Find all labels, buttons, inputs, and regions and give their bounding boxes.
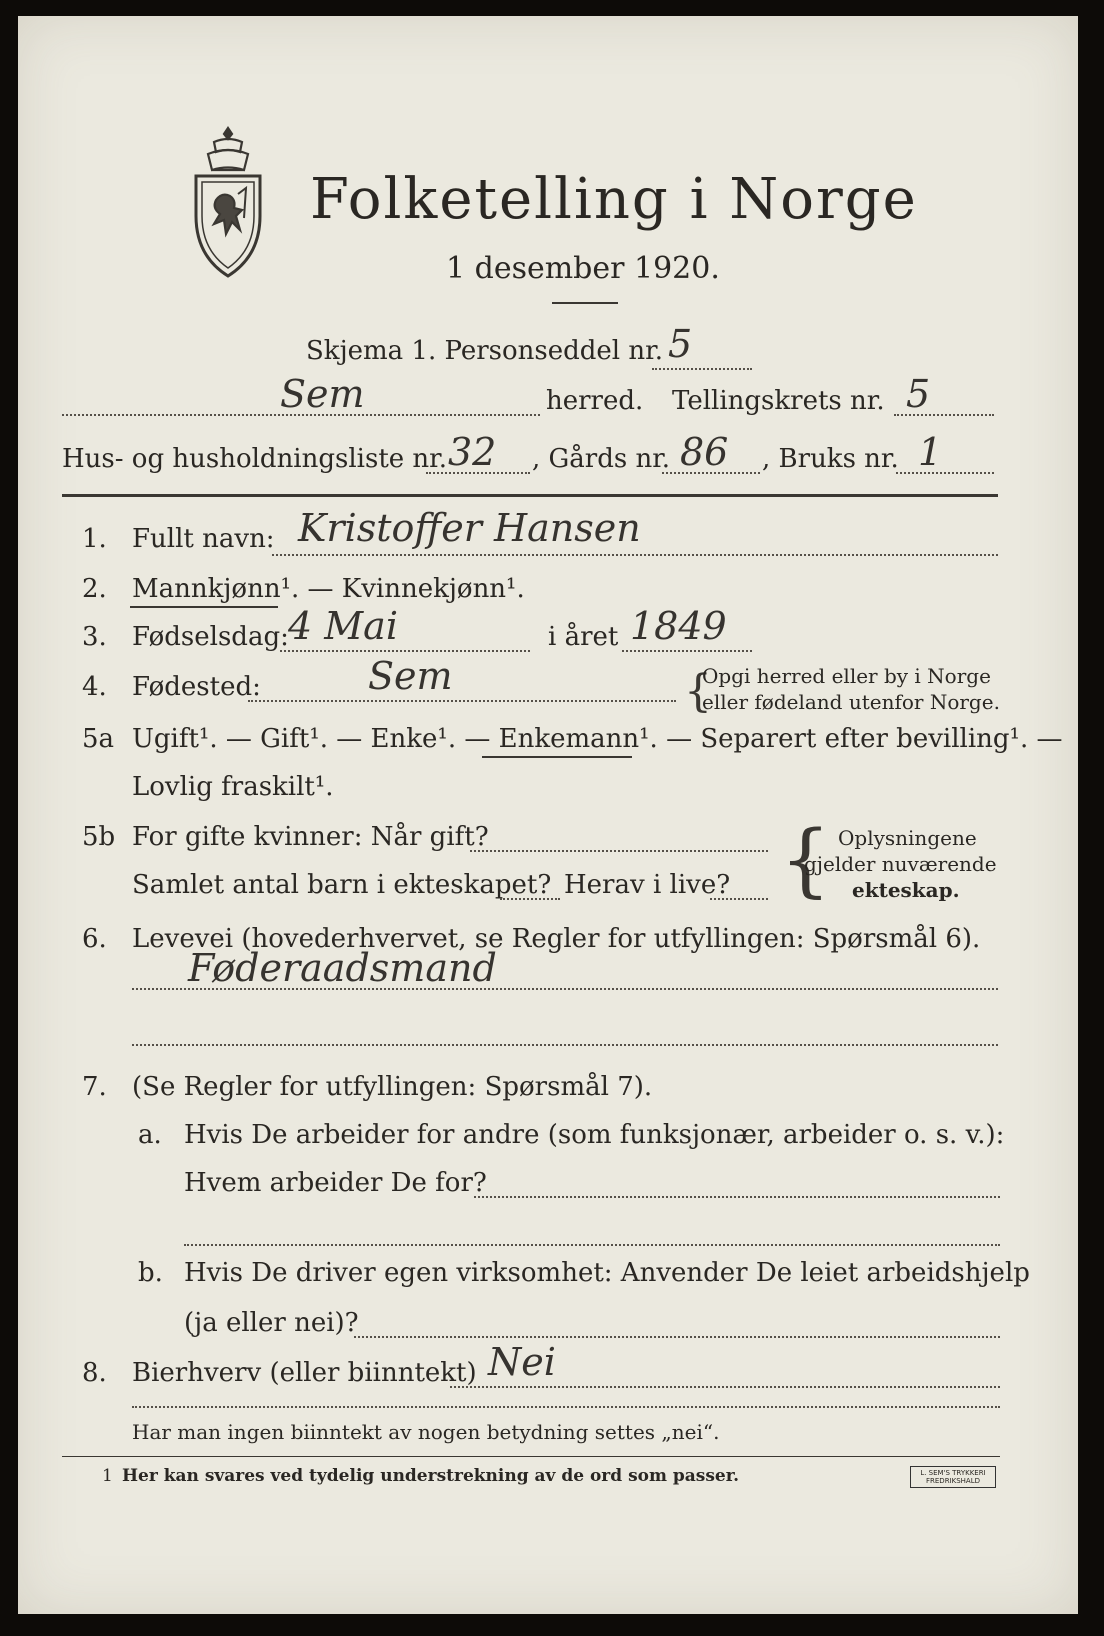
form-title: Folketelling i Norge <box>310 167 918 232</box>
footer-separator <box>62 1456 1000 1457</box>
q7b-line1: Hvis De driver egen virksomhet: Anvender De leiet arbeidshjelp <box>184 1258 1030 1288</box>
footnote-mark: 1 <box>102 1466 113 1486</box>
marriage-note-line1: Oplysningene <box>838 826 977 850</box>
q3-number: 3. <box>82 622 107 652</box>
q7-label: (Se Regler for utfyllingen: Spørsmål 7). <box>132 1072 653 1102</box>
footnote-main: Har man ingen biinntekt av nogen betydning settes „nei“. <box>132 1420 720 1444</box>
marital-status-line2: Lovlig fraskilt¹. <box>132 772 334 802</box>
q6-label: Levevei (hovederhvervet, se Regler for utfyllingen: Spørsmål 6). <box>132 924 981 954</box>
q2-number: 2. <box>82 574 107 604</box>
birthday-line <box>280 650 530 652</box>
birthplace-note-line1: Opgi herred eller by i Norge <box>702 664 991 688</box>
full-name-value[interactable]: Kristoffer Hansen <box>298 506 641 550</box>
gards-label: , Gårds nr. <box>532 444 671 474</box>
tellingskrets-value[interactable]: 5 <box>906 372 931 416</box>
skjema-label: Skjema 1. Personseddel nr. <box>306 336 663 366</box>
birthplace-value[interactable]: Sem <box>368 654 453 698</box>
birthplace-note-brace: { <box>684 666 712 717</box>
marriage-date-line <box>470 850 768 852</box>
employer-line <box>474 1196 1000 1198</box>
q5a-number: 5a <box>82 724 115 754</box>
q7b-line2: (ja eller nei)? <box>184 1308 359 1338</box>
marriage-note-line3: ekteskap. <box>852 878 960 902</box>
side-income-line <box>450 1386 1000 1388</box>
marital-underline-mark <box>482 756 632 758</box>
birthday-value[interactable]: 4 Mai <box>288 604 398 648</box>
header-separator <box>62 494 998 497</box>
q5b-children-label: Samlet antal barn i ekteskapet? <box>132 870 552 900</box>
year-label: i året <box>548 622 619 652</box>
personseddel-value[interactable]: 5 <box>668 322 693 366</box>
marriage-note-brace: { <box>780 813 831 906</box>
bruks-value[interactable]: 1 <box>918 430 943 474</box>
separator-dotted <box>132 1406 1000 1408</box>
q7b-letter: b. <box>138 1258 163 1288</box>
gender-options: Mannkjønn¹. — Kvinnekjønn¹. <box>132 574 525 604</box>
q5b-line1: For gifte kvinner: Når gift? <box>132 822 489 852</box>
census-date: 1 desember 1920. <box>446 251 720 286</box>
employer-line-2 <box>184 1244 1000 1246</box>
birthplace-line <box>248 700 676 702</box>
gender-underline-mark <box>130 606 278 608</box>
q6-number: 6. <box>82 924 107 954</box>
herred-value[interactable]: Sem <box>280 372 365 416</box>
q4-number: 4. <box>82 672 107 702</box>
q5b-alive-label: Herav i live? <box>564 870 731 900</box>
norway-coat-of-arms-icon <box>186 124 270 284</box>
birth-year-value[interactable]: 1849 <box>630 604 727 648</box>
occupation-line-2 <box>132 1044 998 1046</box>
q8-label: Bierhverv (eller biinntekt) <box>132 1358 477 1388</box>
footnote-text: Her kan svares ved tydelig understrekning av de ord som passer. <box>122 1466 740 1486</box>
tellingskrets-label: Tellingskrets nr. <box>672 386 885 416</box>
q1-number: 1. <box>82 524 107 554</box>
marital-status-options: Ugift¹. — Gift¹. — Enke¹. — Enkemann¹. — Separert efter bevilling¹. — <box>132 724 1063 754</box>
occupation-value[interactable]: Føderaadsmand <box>188 946 497 990</box>
q7a-letter: a. <box>138 1120 162 1150</box>
q7a-line1: Hvis De arbeider for andre (som funksjonær, arbeider o. s. v.): <box>184 1120 1005 1150</box>
q3-label: Fødselsdag: <box>132 622 289 652</box>
herred-label: herred. <box>546 386 644 416</box>
census-form-page <box>18 16 1078 1614</box>
q5b-number: 5b <box>82 822 116 852</box>
printer-stamp: L. SEM'S TRYKKERI FREDRIKSHALD <box>910 1466 996 1488</box>
birthplace-note-line2: eller fødeland utenfor Norge. <box>702 690 1000 714</box>
children-total-line <box>500 898 560 900</box>
gards-value[interactable]: 86 <box>680 430 729 474</box>
marriage-note-line2: gjelder nuværende <box>804 852 997 876</box>
husholdningsliste-value[interactable]: 32 <box>448 430 497 474</box>
q7a-line2: Hvem arbeider De for? <box>184 1168 487 1198</box>
title-divider <box>552 302 618 304</box>
birth-year-line <box>622 650 752 652</box>
personseddel-line <box>652 368 752 370</box>
children-alive-line <box>710 898 768 900</box>
hired-help-line <box>354 1336 1000 1338</box>
q7-number: 7. <box>82 1072 107 1102</box>
q1-label: Fullt navn: <box>132 524 275 554</box>
q4-label: Fødested: <box>132 672 261 702</box>
side-income-value[interactable]: Nei <box>488 1340 556 1384</box>
bruks-label: , Bruks nr. <box>762 444 899 474</box>
q8-number: 8. <box>82 1358 107 1388</box>
bruks-line <box>896 472 994 474</box>
full-name-line <box>272 554 998 556</box>
husholdningsliste-label: Hus- og husholdningsliste nr. <box>62 444 448 474</box>
